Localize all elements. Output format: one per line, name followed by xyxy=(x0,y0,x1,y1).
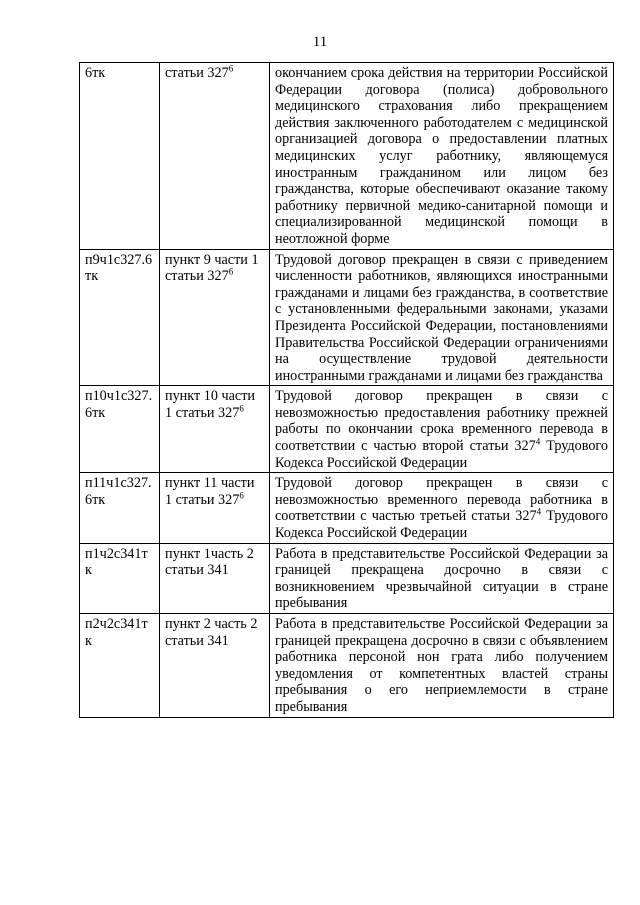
table-row xyxy=(80,473,614,543)
row-ref-cell: пункт 9 части 1 статьи $327^6$ xyxy=(160,249,270,386)
row-code-cell: 6тк xyxy=(80,63,160,250)
row-ref-cell: пункт 1часть 2 статьи 341 xyxy=(160,543,270,613)
document-table xyxy=(79,62,614,718)
row-desc-cell: Работа в представительстве Российской Федерации за границей прекращена досрочно в связи с объявлением работника персоной нон грата либо получением уведомления от компетентных властей страны пребывания о его неприемлемости в стране пребывания xyxy=(270,614,614,718)
row-code-cell: п9ч1с327.6тк xyxy=(80,249,160,386)
row-code-cell: п1ч2с341тк xyxy=(80,543,160,613)
table-row xyxy=(80,249,614,386)
row-code-cell: п11ч1с327.6тк xyxy=(80,473,160,543)
row-desc-cell: Работа в представительстве Российской Федерации за границей прекращена досрочно в связи с возникновением чрезвычайной ситуации в стране пребывания xyxy=(270,543,614,613)
row-desc-cell: окончанием срока действия на территории Российской Федерации договора (полиса) добровольного медицинского страхования либо прекращением действия заключенного работодателем с медицинской организацией договора о предоставлении платных медицинских услуг работнику, являющемуся иностранным гражданином или лицом без гражданства, которые обеспечивают оказание такому работнику первичной медико-санитарной помощи и специализированной медицинской помощи в неотложной форме xyxy=(270,63,614,250)
row-ref-cell: пункт 10 части 1 статьи $327^6$ xyxy=(160,386,270,473)
row-code-cell: п2ч2с341тк xyxy=(80,614,160,718)
table-row xyxy=(80,614,614,718)
table-row xyxy=(80,63,614,250)
page-number: 11 xyxy=(312,34,328,50)
row-desc-cell: Трудовой договор прекращен в связи с невозможностью предоставления работнику прежней работы по окончании срока временного перевода в соответствии с частью второй статьи $327^4$ Трудового Кодекса Российской Федерации xyxy=(270,386,614,473)
row-code-cell: п10ч1с327.6тк xyxy=(80,386,160,473)
row-ref-cell: статьи $327^6$ xyxy=(160,63,270,250)
row-ref-cell: пункт 11 части 1 статьи $327^6$ xyxy=(160,473,270,543)
row-ref-cell: пункт 2 часть 2 статьи 341 xyxy=(160,614,270,718)
table-row xyxy=(80,386,614,473)
row-desc-cell: Трудовой договор прекращен в связи с невозможностью временного перевода работника в соответствии с частью третьей статьи $327^4$ Трудового Кодекса Российской Федерации xyxy=(270,473,614,543)
table-row xyxy=(80,543,614,613)
row-desc-cell: Трудовой договор прекращен в связи с приведением численности работников, являющихся иностранными гражданами и лицами без гражданства, в соответствие с установленными федеральными законами, указами Президента Российской Федерации, постановлениями Правительства Российской Федерации ограничениями на осуществление трудовой деятельности иностранными гражданами и лицами без гражданства xyxy=(270,249,614,386)
